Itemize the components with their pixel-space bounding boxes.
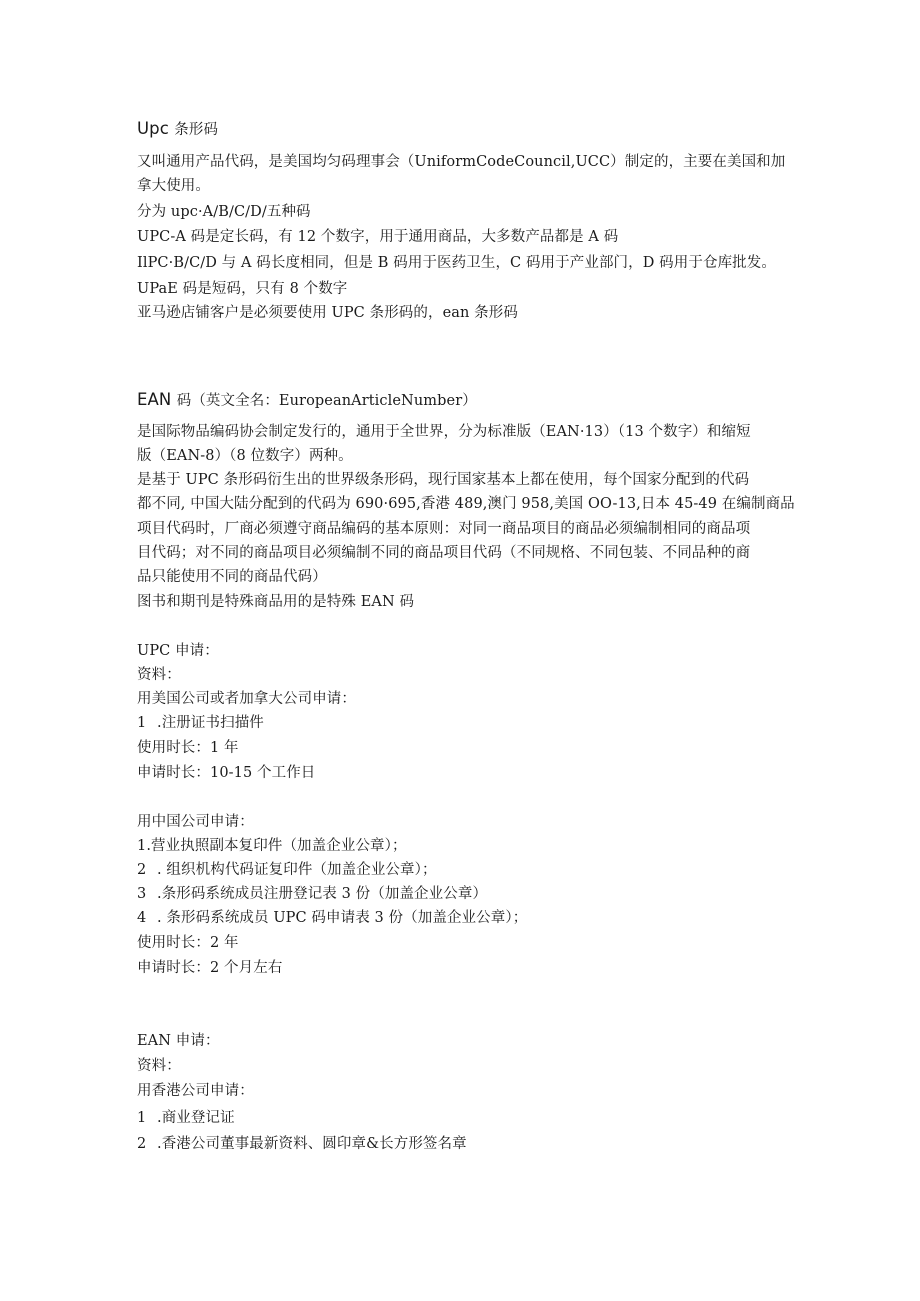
list-item [137, 1108, 235, 1128]
cn-intro: 用中国公司申请： [137, 814, 254, 830]
list-item-number: 4 [137, 910, 147, 926]
list-item-number: 2 [137, 862, 147, 878]
paragraph-line: 项目代码时，厂商必须遵守商品编码的基本原则：对同一商品项目的商品必须编制相同的商品项 [137, 521, 751, 537]
ean-heading-cn: 码（英文全名：EuropeanArticleNumber） [176, 393, 477, 409]
upc-heading-cn: 条形码 [174, 122, 219, 138]
list-item-text: 营业执照副本复印件（加盖企业公章）； [151, 838, 407, 854]
list-item-number: 2 [137, 1136, 147, 1152]
paragraph-line: 都不同, 中国大陆分配到的代码为 690·695,香港 489,澳门 958,美国 OO-13,日本 45-49 在编制商品 [137, 496, 795, 512]
paragraph-line: 品只能使用不同的商品代码） [137, 569, 327, 585]
us-ca-intro: 用美国公司或者加拿大公司申请： [137, 691, 356, 707]
ean-apply-title: EAN 申请： [137, 1033, 220, 1049]
list-item-text: .条形码系统成员注册登记表 3 份（加盖企业公章） [157, 886, 488, 902]
paragraph-line: 分为 upc·A∕B∕C∕D∕五种码 [137, 204, 311, 220]
materials-label: 资料： [137, 1058, 181, 1074]
list-item-number: 1 [137, 1110, 147, 1126]
list-item [137, 713, 264, 733]
paragraph-line: 是基于 UPC 条形码衍生出的世界级条形码，现行国家基本上都在使用，每个国家分配到的代码 [137, 472, 750, 488]
paragraph-line: 目代码；对不同的商品项目必须编制不同的商品项目代码（不同规格、不同包装、不同品种的商 [137, 545, 751, 561]
paragraph-line: 又叫通用产品代码，是美国均匀码理事会（UniformCodeCouncil,UCC）制定的，主要在美国和加 [137, 154, 786, 170]
list-item-number: 1 [137, 715, 147, 731]
upc-heading [137, 119, 218, 140]
paragraph-line: IlPC·B∕C∕D 与 A 码长度相同，但是 B 码用于医药卫生，C 码用于产业部门，D 码用于仓库批发。 [137, 255, 776, 271]
upc-heading-latin: Upc [137, 119, 169, 138]
paragraph-line: UPaE 码是短码，只有 8 个数字 [137, 281, 348, 297]
paragraph-line: 图书和期刊是特殊商品用的是特殊 EAN 码 [137, 594, 415, 610]
list-item [137, 884, 487, 904]
list-item-text: . 组织机构代码证复印件（加盖企业公章）； [157, 862, 437, 878]
list-item-text: . 条形码系统成员 UPC 码申请表 3 份（加盖企业公章）； [157, 910, 528, 926]
paragraph-line: 亚马逊店铺客户是必须要使用 UPC 条形码的，ean 条形码 [137, 305, 518, 321]
paragraph-line: 版（EAN-8）（8 位数字）两种。 [137, 448, 353, 464]
materials-label: 资料： [137, 667, 181, 683]
list-item-text: .商业登记证 [157, 1110, 235, 1126]
list-item-text: .注册证书扫描件 [157, 715, 264, 731]
list-item-text: .香港公司董事最新资料、圆印章&长方形签名章 [157, 1136, 467, 1152]
paragraph-line: 拿大使用。 [137, 178, 210, 194]
use-period: 使用时长：1 年 [137, 740, 239, 756]
ean-heading [137, 390, 477, 411]
list-item [137, 1134, 467, 1154]
list-item [137, 836, 407, 856]
list-item-number: 1. [137, 838, 152, 854]
hk-intro: 用香港公司申请： [137, 1083, 254, 1099]
list-item [137, 908, 527, 928]
apply-period: 申请时长：2 个月左右 [137, 960, 283, 976]
paragraph-line: 是国际物品编码协会制定发行的，通用于全世界，分为标准版（EAN·13）（13 个数字）和缩短 [137, 424, 751, 440]
ean-heading-latin: EAN [137, 390, 172, 409]
upc-apply-title: UPC 申请： [137, 643, 219, 659]
list-item [137, 860, 437, 880]
use-period: 使用时长：2 年 [137, 935, 239, 951]
apply-period: 申请时长：10-15 个工作日 [137, 765, 316, 781]
list-item-number: 3 [137, 886, 147, 902]
paragraph-line: UPC-A 码是定长码，有 12 个数字，用于通用商品，大多数产品都是 A 码 [137, 229, 619, 245]
